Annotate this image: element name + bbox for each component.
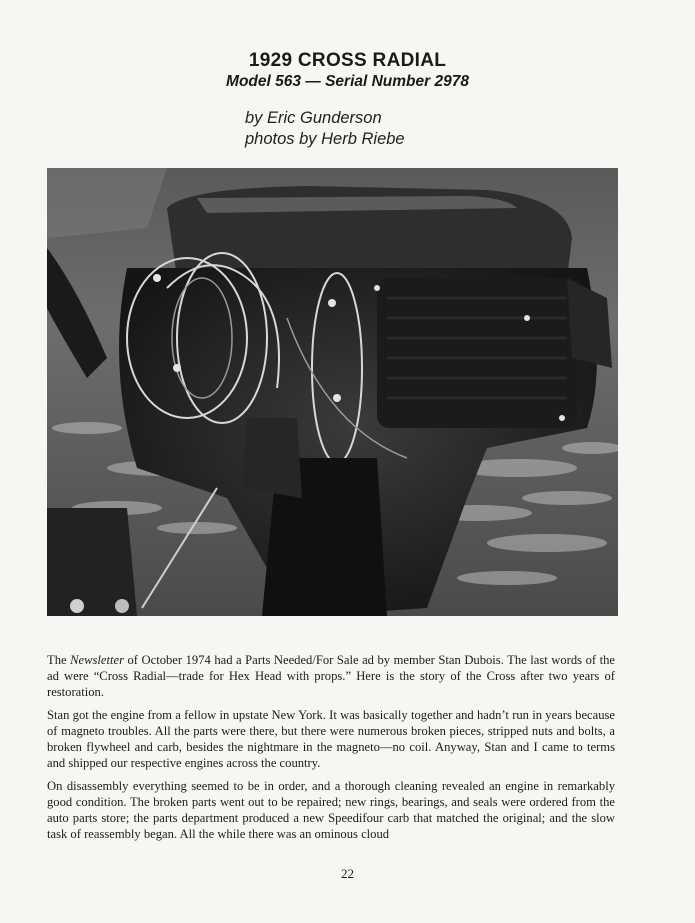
p1-lead: The — [47, 653, 71, 667]
byline — [245, 108, 405, 150]
engine-photo-icon — [47, 168, 618, 616]
page-number: 22 — [341, 866, 354, 881]
photo-credit: photos by Herb Riebe — [245, 130, 405, 148]
author-credit: by Eric Gunderson — [245, 109, 382, 127]
title-block — [0, 50, 695, 92]
paragraph-3: On disassembly everything seemed to be in order, and a thorough cleaning revealed an engine in remarkably good condition. The broken parts went out to be repaired; new rings, bearings, and seals were ordered from the auto parts store; the parts department produced a new Speedifour carb that matched the original; and the slow task of reassembly began. All the while there was an ominous cloud — [47, 779, 615, 841]
newsletter-title: Newsletter — [70, 653, 124, 667]
engine-photo — [47, 168, 618, 616]
paragraph-2: Stan got the engine from a fellow in upstate New York. It was basically together and hadn’t run in years because of magneto troubles. All the parts were there, but there were numerous broken pieces, stripped nuts and bolts, a broken flywheel and carb, besides the nightmare in the magneto—no coil. Anyway, Stan and I came to terms and shipped our respective engines across the country. — [47, 708, 615, 770]
paragraph-1 — [47, 652, 615, 700]
article-title: 1929 CROSS RADIAL — [248, 50, 447, 71]
article-body — [47, 652, 615, 849]
p1-rest: of October 1974 had a Parts Needed/For Sale ad by member Stan Dubois. The last words of the ad were “Cross Radial—trade for Hex Head with props.” Here is the story of the Cross after two years of restoration. — [47, 653, 615, 699]
article-subtitle: Model 563 — Serial Number 2978 — [226, 73, 469, 90]
